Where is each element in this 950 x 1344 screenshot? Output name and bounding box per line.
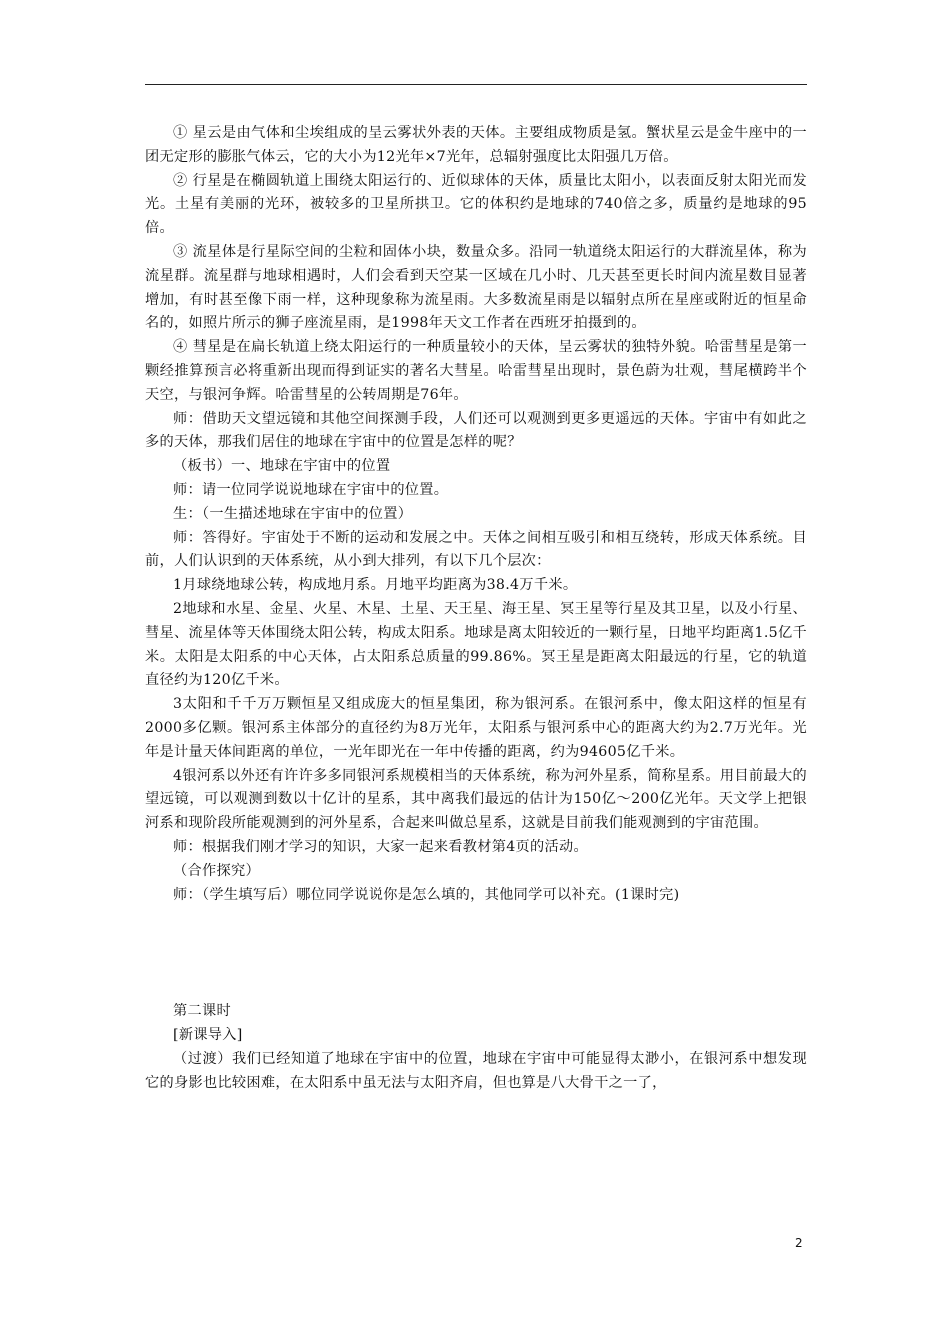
paragraph-planet: ② 行星是在椭圆轨道上围绕太阳运行的、近似球体的天体，质量比太阳小，以表面反射太阳光而发光。土星有美丽的光环，被较多的卫星所拱卫。它的体积约是地球的740倍之多，质量约是地球的95倍。 <box>145 172 807 237</box>
paragraph-board-title: （板书）一、地球在宇宙中的位置 <box>173 458 391 475</box>
document-body <box>145 122 807 1095</box>
paragraph-level-1: 1月球绕地球公转，构成地月系。月地平均距离为38.4万千米。 <box>173 577 578 594</box>
subheading-new-lesson-intro: [新课导入] <box>173 1027 243 1044</box>
section-heading-second-lesson: 第二课时 <box>173 1003 231 1020</box>
paragraph-nebula: ① 星云是由气体和尘埃组成的呈云雾状外表的天体。主要组成物质是氢。蟹状星云是金牛座中的一团无定形的膨胀气体云，它的大小为12光年×7光年，总辐射强度比太阳强几万倍。 <box>145 125 807 165</box>
page-number: 2 <box>795 1236 803 1250</box>
paragraph-comet: ④ 彗星是在扁长轨道上绕太阳运行的一种质量较小的天体，呈云雾状的独特外貌。哈雷彗星是第一颗经推算预言必将重新出现而得到证实的著名大彗星。哈雷彗星出现时，景色蔚为壮观，彗尾横跨半个天空，与银河争辉。哈雷彗星的公转周期是76年。 <box>145 339 807 403</box>
paragraph-cooperative: （合作探究） <box>173 862 260 879</box>
paragraph-teacher-ask: 师：请一位同学说说地球在宇宙中的位置。 <box>173 481 449 498</box>
paragraph-student: 生：（一生描述地球在宇宙中的位置） <box>173 505 413 522</box>
header-rule <box>145 84 807 85</box>
paragraph-teacher-question: 师：借助天文望远镜和其他空间探测手段，人们还可以观测到更多更遥远的天体。宇宙中有如此之多的天体，那我们居住的地球在宇宙中的位置是怎样的呢？ <box>145 410 807 451</box>
paragraph-teacher-answer: 师：答得好。宇宙处于不断的运动和发展之中。天体之间相互吸引和相互绕转，形成天体系统。目前，人们认识到的天体系统，从小到大排列，有以下几个层次： <box>145 529 807 570</box>
paragraph-level-3: 3太阳和千千万万颗恒星又组成庞大的恒星集团，称为银河系。在银河系中，像太阳这样的恒星有2000多亿颗。银河系主体部分的直径约为8万光年，太阳系与银河系中心的距离大约为2.7万光年。光年是计量天体间距离的单位，一光年即光在一年中传播的距离，约为94605亿千米。 <box>145 696 807 760</box>
section-gap <box>145 907 807 1000</box>
paragraph-level-4: 4银河系以外还有许许多多同银河系规模相当的天体系统，称为河外星系，简称星系。用目前最大的望远镜，可以观测到数以十亿计的星系，其中离我们最远的估计为150亿～200亿光年。天文学上把银河系和现阶段所能观测到的河外星系，合起来叫做总星系，这就是目前我们能观测到的宇宙范围。 <box>145 767 807 832</box>
paragraph-level-2: 2地球和水星、金星、火星、木星、土星、天王星、海王星、冥王星等行星及其卫星，以及小行星、彗星、流星体等天体围绕太阳公转，构成太阳系。地球是离太阳较近的一颗行星，日地平均距离1.5亿千米。太阳是太阳系的中心天体，占太阳系总质量的99.86%。冥王星是距离太阳最远的行星，它的轨道直径约为120亿千米。 <box>145 600 807 689</box>
paragraph-meteoroid: ③ 流星体是行星际空间的尘粒和固体小块，数量众多。沿同一轨道绕太阳运行的大群流星体，称为流星群。流星群与地球相遇时，人们会看到天空某一区域在几小时、几天甚至更长时间内流星数目显著增加，有时甚至像下雨一样，这种现象称为流星雨。大多数流星雨是以辐射点所在星座或附近的恒星命名的，如照片所示的狮子座流星雨，是1998年天文工作者在西班牙拍摄到的。 <box>145 243 807 332</box>
paragraph-lesson-end: 师：（学生填写后）哪位同学说说你是怎么填的，其他同学可以补充。(1课时完) <box>173 886 680 903</box>
paragraph-textbook-activity: 师：根据我们刚才学习的知识，大家一起来看教材第4页的活动。 <box>173 838 588 855</box>
paragraph-transition: （过渡）我们已经知道了地球在宇宙中的位置，地球在宇宙中可能显得太渺小，在银河系中想发现它的身影也比较困难，在太阳系中虽无法与太阳齐肩，但也算是八大骨干之一了， <box>145 1050 807 1091</box>
